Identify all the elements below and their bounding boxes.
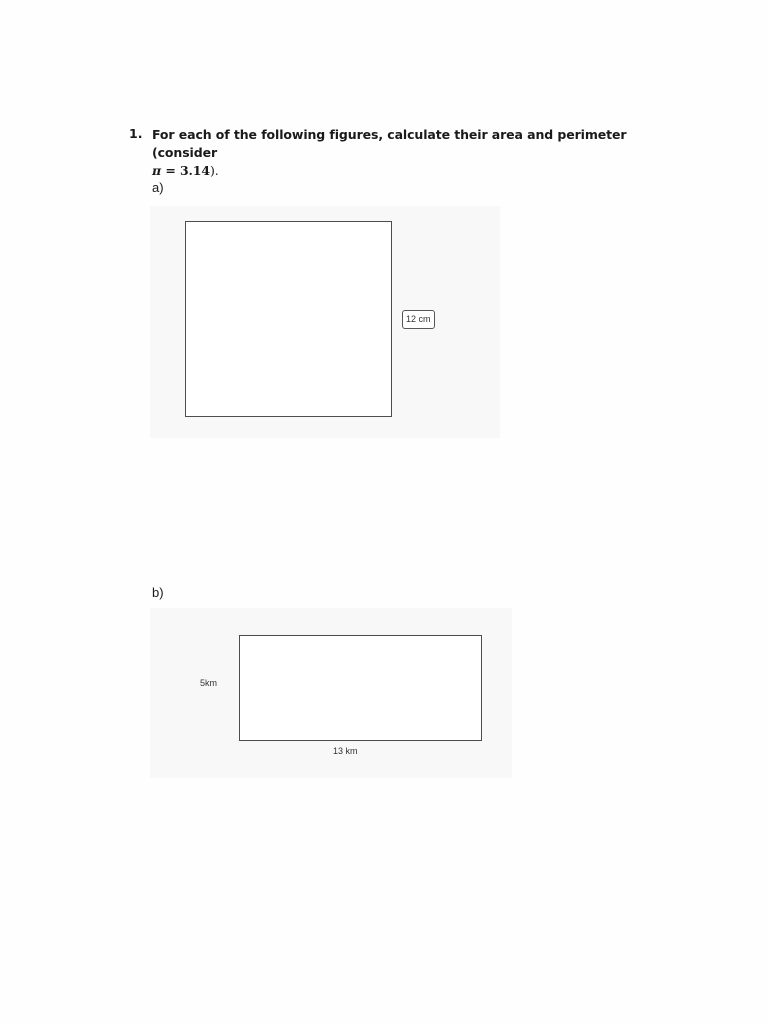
square-shape — [185, 221, 392, 417]
question-number: 1. — [129, 126, 143, 141]
part-b-label: b) — [152, 585, 164, 600]
pi-closing: ). — [209, 163, 219, 178]
rectangle-width-label: 13 km — [333, 746, 358, 756]
question-prompt: For each of the following figures, calculate their area and perimeter (consider — [152, 127, 627, 160]
rectangle-height-label: 5km — [200, 678, 218, 688]
rectangle-shape — [239, 635, 482, 741]
pi-symbol: π — [152, 163, 162, 178]
question-text-block — [152, 126, 672, 180]
pi-value: = 3.14 — [161, 163, 210, 178]
pi-expression — [152, 163, 210, 178]
square-side-label: 12 cm — [402, 310, 435, 329]
part-a-label: a) — [152, 180, 164, 195]
